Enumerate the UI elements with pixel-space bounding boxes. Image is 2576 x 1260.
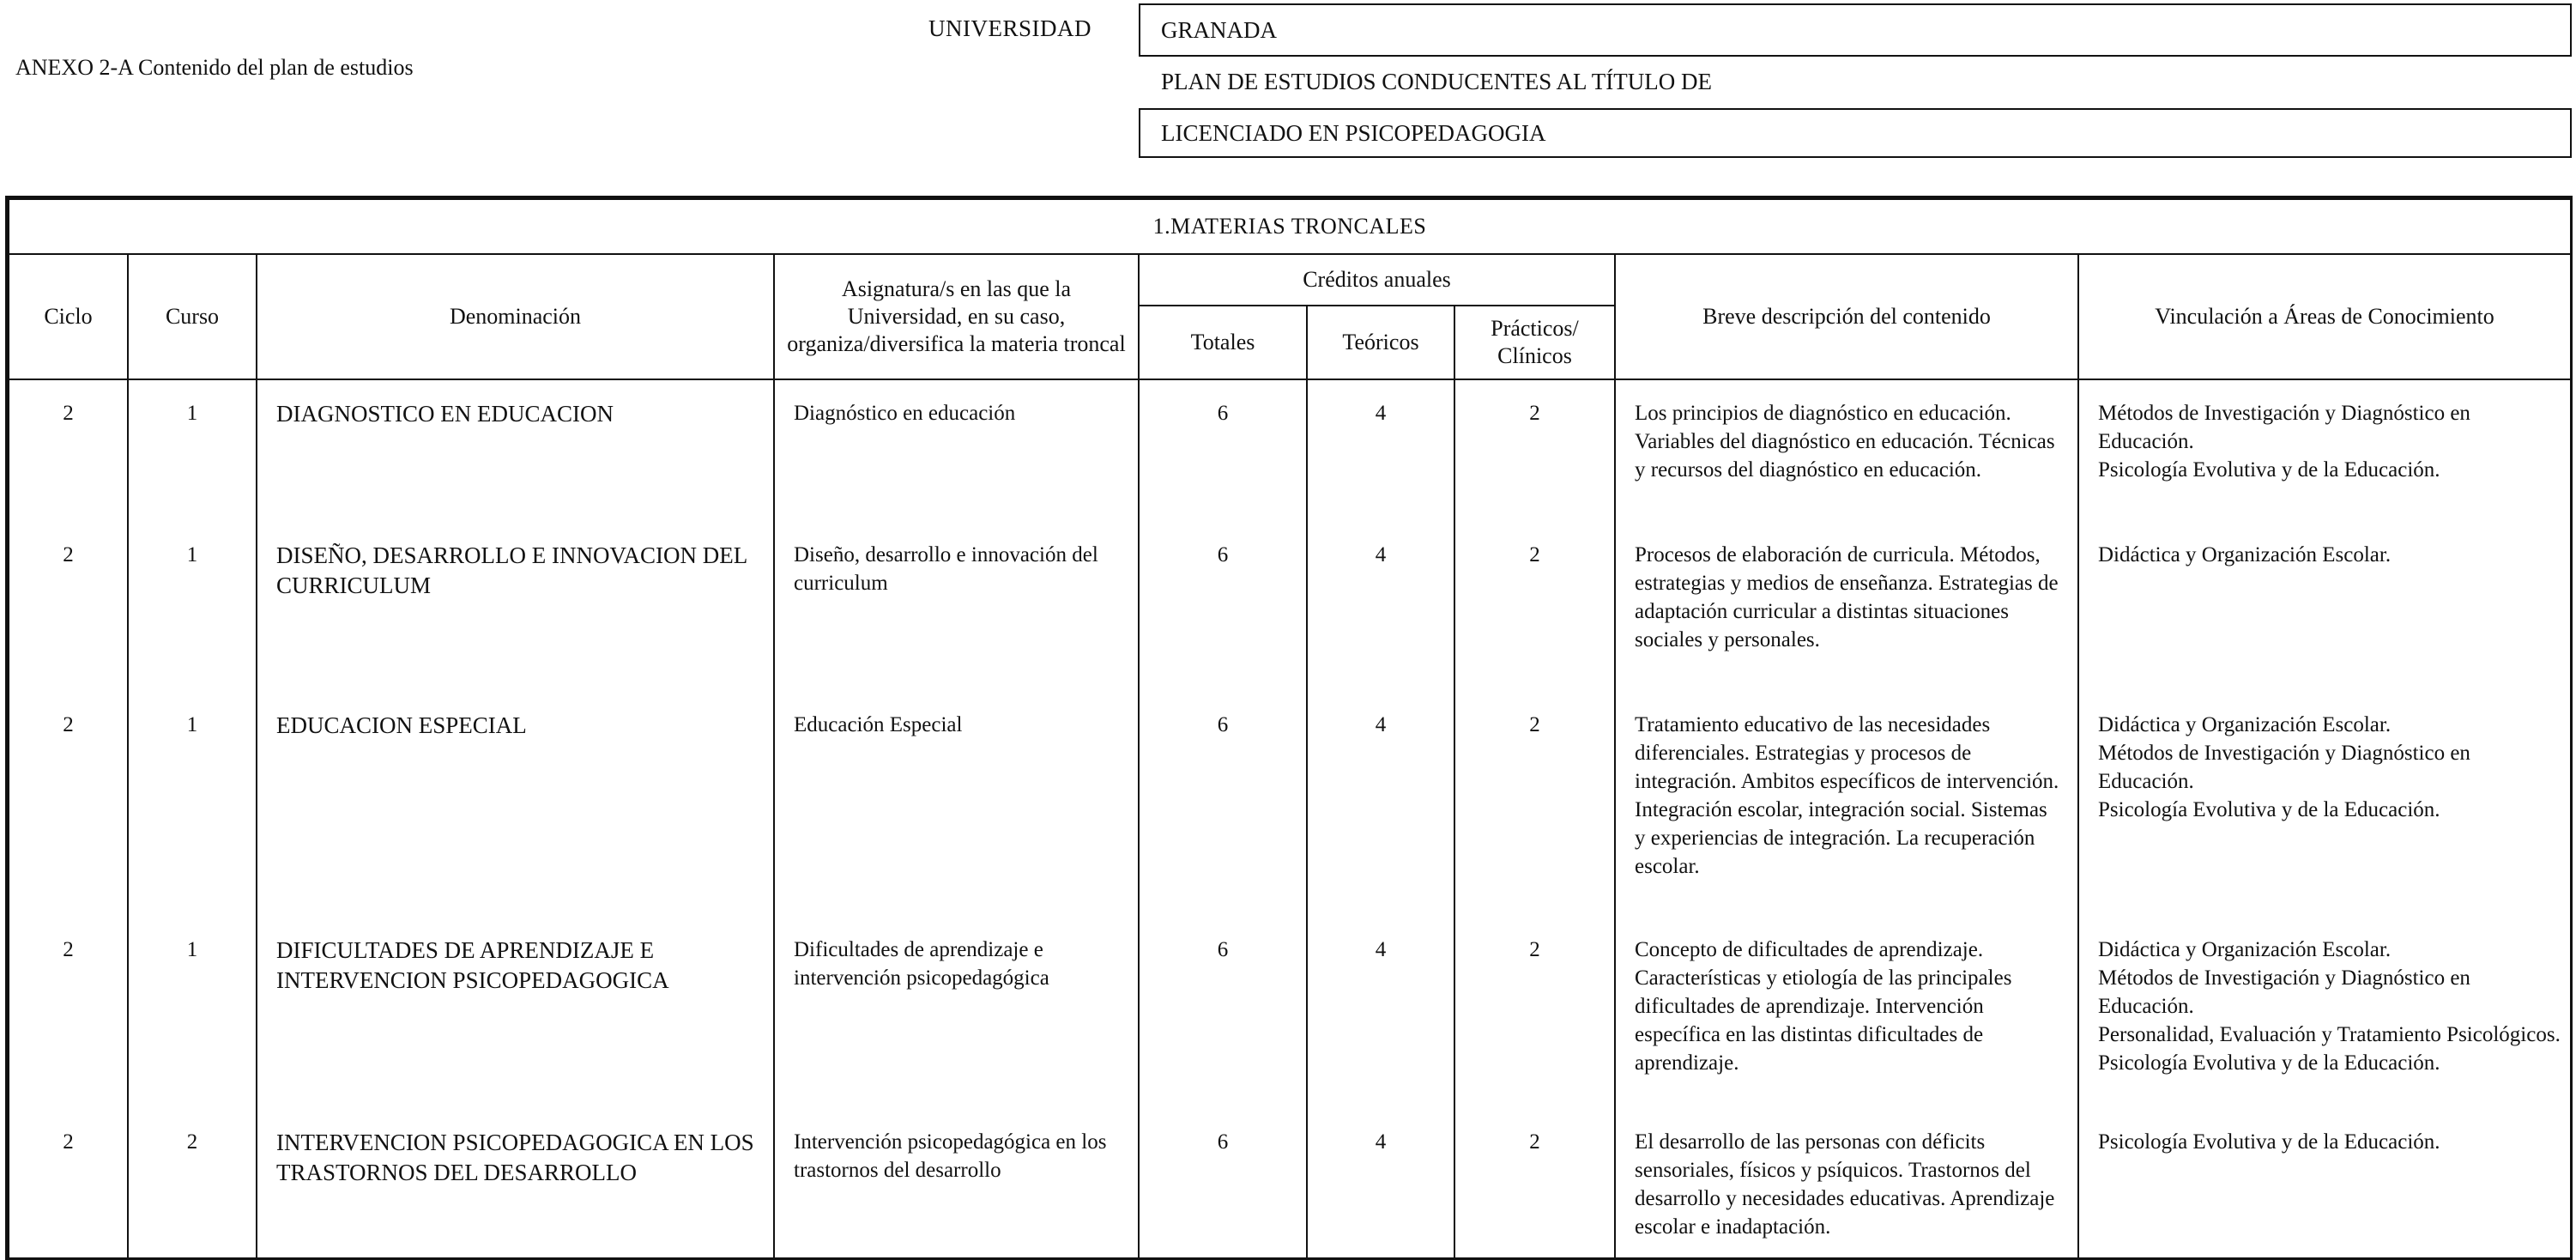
area-item: Métodos de Investigación y Diagnóstico en Educación. <box>2098 966 2470 1018</box>
degree-name: LICENCIADO EN PSICOPEDAGOGIA <box>1161 119 1546 146</box>
university-name-box <box>1139 3 2572 57</box>
cell-practicos: 2 <box>1454 920 1615 1112</box>
cell-practicos: 2 <box>1454 525 1615 695</box>
cell-totales: 6 <box>1139 525 1307 695</box>
cell-practicos: 2 <box>1454 379 1615 525</box>
cell-teoricos: 4 <box>1307 525 1454 695</box>
cell-descripcion: Los principios de diagnóstico en educación. Variables del diagnóstico en educación. Técnicas y recursos del diagnóstico en educación. <box>1615 379 2078 525</box>
table-row <box>9 1112 2571 1260</box>
table-row <box>9 695 2571 920</box>
table-row <box>9 379 2571 525</box>
header-teoricos: Teóricos <box>1307 306 1454 379</box>
header-vinculacion: Vinculación a Áreas de Conocimiento <box>2078 254 2571 379</box>
cell-denominacion: DIAGNOSTICO EN EDUCACION <box>257 379 774 525</box>
cell-curso: 1 <box>128 695 257 920</box>
cell-totales: 6 <box>1139 920 1307 1112</box>
cell-teoricos: 4 <box>1307 695 1454 920</box>
university-name: GRANADA <box>1161 16 1277 43</box>
annex-title: ANEXO 2-A Contenido del plan de estudios <box>15 55 414 80</box>
cell-denominacion: DIFICULTADES DE APRENDIZAJE E INTERVENCION PSICOPEDAGOGICA <box>257 920 774 1112</box>
area-item: Psicología Evolutiva y de la Educación. <box>2098 458 2440 482</box>
area-item: Psicología Evolutiva y de la Educación. <box>2098 1130 2440 1154</box>
area-item: Didáctica y Organización Escolar. <box>2098 543 2392 566</box>
degree-box <box>1139 108 2572 158</box>
cell-areas <box>2078 379 2571 525</box>
area-item: Personalidad, Evaluación y Tratamiento Psicológicos. <box>2098 1023 2561 1046</box>
cell-descripcion: Tratamiento educativo de las necesidades diferenciales. Estrategias y procesos de integración. Ambitos específicos de intervención. Integración escolar, integración social. Sistemas y experiencias de integración. La recuperación escolar. <box>1615 695 2078 920</box>
cell-ciclo: 2 <box>9 695 128 920</box>
area-item: Didáctica y Organización Escolar. <box>2098 938 2392 961</box>
cell-denominacion: EDUCACION ESPECIAL <box>257 695 774 920</box>
cell-descripcion: Procesos de elaboración de curricula. Métodos, estrategias y medios de enseñanza. Estrategias de adaptación curricular a distintas situaciones sociales y personales. <box>1615 525 2078 695</box>
cell-ciclo: 2 <box>9 379 128 525</box>
cell-asignatura: Educación Especial <box>774 695 1139 920</box>
cell-teoricos: 4 <box>1307 1112 1454 1260</box>
header-ciclo: Ciclo <box>9 254 128 379</box>
cell-areas <box>2078 920 2571 1112</box>
cell-curso: 1 <box>128 379 257 525</box>
cell-curso: 1 <box>128 920 257 1112</box>
area-item: Psicología Evolutiva y de la Educación. <box>2098 1051 2440 1075</box>
cell-totales: 6 <box>1139 1112 1307 1260</box>
cell-teoricos: 4 <box>1307 379 1454 525</box>
header-curso: Curso <box>128 254 257 379</box>
cell-asignatura: Diagnóstico en educación <box>774 379 1139 525</box>
cell-denominacion: INTERVENCION PSICOPEDAGOGICA EN LOS TRASTORNOS DEL DESARROLLO <box>257 1112 774 1260</box>
area-item: Métodos de Investigación y Diagnóstico en Educación. <box>2098 742 2470 793</box>
cell-asignatura: Diseño, desarrollo e innovación del curriculum <box>774 525 1139 695</box>
table-row <box>9 525 2571 695</box>
cell-denominacion: DISEÑO, DESARROLLO E INNOVACION DEL CURRICULUM <box>257 525 774 695</box>
cell-asignatura: Dificultades de aprendizaje e intervención psicopedagógica <box>774 920 1139 1112</box>
table-title: 1.MATERIAS TRONCALES <box>9 199 2571 254</box>
cell-descripcion: El desarrollo de las personas con déficits sensoriales, físicos y psíquicos. Trastornos del desarrollo y necesidades educativas. Aprendizaje escolar e inadaptación. <box>1615 1112 2078 1260</box>
header-denominacion: Denominación <box>257 254 774 379</box>
cell-ciclo: 2 <box>9 1112 128 1260</box>
university-label: UNIVERSIDAD <box>928 15 1091 41</box>
cell-totales: 6 <box>1139 379 1307 525</box>
header-totales: Totales <box>1139 306 1307 379</box>
cell-curso: 1 <box>128 525 257 695</box>
cell-curso: 2 <box>128 1112 257 1260</box>
cell-totales: 6 <box>1139 695 1307 920</box>
cell-practicos: 2 <box>1454 1112 1615 1260</box>
cell-ciclo: 2 <box>9 920 128 1112</box>
subjects-table-frame <box>5 196 2573 1260</box>
cell-areas <box>2078 1112 2571 1260</box>
header-descripcion: Breve descripción del contenido <box>1615 254 2078 379</box>
subjects-table <box>8 198 2572 1260</box>
cell-descripcion: Concepto de dificultades de aprendizaje. Características y etiología de las principales dificultades de aprendizaje. Intervención específica en las distintas dificultades de aprendizaje. <box>1615 920 2078 1112</box>
cell-asignatura: Intervención psicopedagógica en los trastornos del desarrollo <box>774 1112 1139 1260</box>
header-practicos: Prácticos/ Clínicos <box>1454 306 1615 379</box>
cell-ciclo: 2 <box>9 525 128 695</box>
cell-areas <box>2078 695 2571 920</box>
area-item: Didáctica y Organización Escolar. <box>2098 713 2392 736</box>
header-creditos: Créditos anuales <box>1139 254 1615 306</box>
cell-areas <box>2078 525 2571 695</box>
area-item: Métodos de Investigación y Diagnóstico en Educación. <box>2098 402 2470 453</box>
cell-teoricos: 4 <box>1307 920 1454 1112</box>
table-row <box>9 920 2571 1112</box>
plan-text: PLAN DE ESTUDIOS CONDUCENTES AL TÍTULO DE <box>1161 69 1712 94</box>
header-asignatura: Asignatura/s en las que la Universidad, en su caso, organiza/diversifica la materia troncal <box>774 254 1139 379</box>
cell-practicos: 2 <box>1454 695 1615 920</box>
area-item: Psicología Evolutiva y de la Educación. <box>2098 798 2440 821</box>
